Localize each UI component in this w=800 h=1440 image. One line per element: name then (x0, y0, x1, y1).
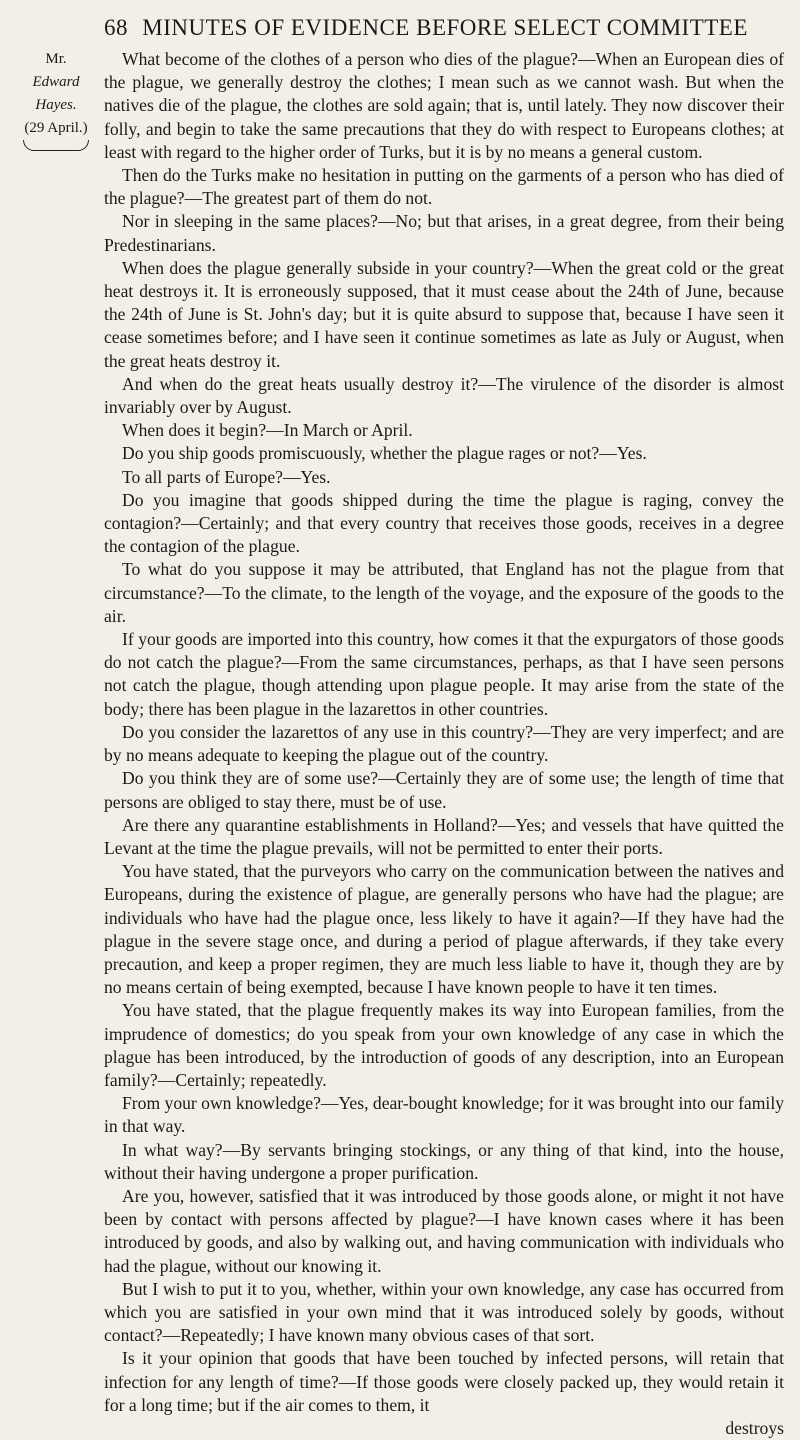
paragraph: What become of the clothes of a person who dies of the plague?—When an European dies of the plague, we generally destroy the clothes; I mean such as we cannot wash. But when the natives die of the plague, the clothes are sold again; that is, until lately. They now discover their folly, and begin to take the same precautions that they do with respect to Europeans clothes; at least with regard to the higher order of Turks, but it is by no means a general custom. (104, 49, 784, 162)
paragraph: But I wish to put it to you, whether, within your own knowledge, any case has occurred from which you are satisfied in your own mind that it was introduced solely by goods, without contact?—Repeatedly; I have known many obvious cases of that sort. (104, 1278, 784, 1346)
paragraph: Are you, however, satisfied that it was introduced by those goods alone, or might it not have been by contact with persons affected by plague?—I have known cases where it has been introduced by goods, and also by walking out, and having communication with individuals who had the plague, without our knowing it. (104, 1185, 784, 1276)
paragraph: If your goods are imported into this country, how comes it that the expurgators of those goods do not catch the plague?—From the same circumstances, perhaps, as that I have seen persons not catch the plague, though attending upon plague people. It may arise from the state of the body; there has been plague in the lazarettos in other countries. (104, 629, 784, 719)
paragraph: Do you ship goods promiscuously, whether the plague rages or not?—Yes. (122, 443, 647, 464)
paragraph: From your own knowledge?—Yes, dear-bought knowledge; for it was brought into our family in that way. (104, 1093, 784, 1137)
running-header (104, 15, 784, 41)
witness-honorific: Mr. (45, 51, 67, 67)
header-title: MINUTES OF EVIDENCE BEFORE SELECT COMMITTEE (142, 15, 748, 40)
paragraph: Nor in sleeping in the same places?—No; but that arises, in a great degree, from their being Predestinarians. (104, 211, 784, 255)
paragraph: Do you imagine that goods shipped during the time the plague is raging, convey the contagion?—Certainly; and that every country that receives those goods, receives in a degree the contagion of the plague. (104, 489, 784, 557)
paragraph: When does it begin?—In March or April. (122, 420, 413, 441)
paragraph: To all parts of Europe?—Yes. (122, 466, 331, 487)
paragraph: You have stated, that the plague frequently makes its way into European families, from the imprudence of domestics; do you speak from your own knowledge of any case in which the plague has been introduced, by the introduction of goods of any description, into an European family?—Certainly; repeatedly. (104, 1000, 784, 1090)
paragraph: In what way?—By servants bringing stockings, or any thing of that kind, into the house, without their having undergone a proper purification. (104, 1139, 784, 1183)
session-date: (29 April.) (24, 120, 88, 136)
paragraph: And when do the great heats usually destroy it?—The virulence of the disorder is almost invariably over by August. (104, 373, 784, 418)
margin-note (16, 48, 96, 151)
paragraph: When does the plague generally subside in your country?—When the great cold or the great heat destroys it. It is erroneously supposed, that it must cease about the 24th of June, because the 24th of June is St. John's day; but it is quite absurd to suppose that, because I have seen it cease sometimes before; and I have seen it continue sometimes as late as July or August, when the great heats destroy it. (104, 257, 784, 371)
paragraph: Do you consider the lazarettos of any use in this country?—They are very imperfect; and are by no means adequate to keeping the plague out of the country. (104, 721, 784, 766)
brace-mark (23, 140, 89, 151)
body-text (104, 48, 784, 1440)
paragraph: Is it your opinion that goods that have been touched by infected persons, will retain that infection for any length of time?—If those goods were closely packed up, they would retain it for a long time; but if the air comes to them, it (104, 1348, 784, 1415)
paragraph: You have stated, that the purveyors who carry on the communication between the natives and Europeans, during the existence of plague, are generally persons who have had the plague; are individuals who have had the plague once, less likely to have it again?—If they have had the plague in the severe stage once, and during a period of plague afterwards, if they take every precaution, and keep a proper regimen, they are much less liable to have it, though they are by no means certain of being exempted, because I have known people to have it ten times. (104, 861, 784, 998)
paragraph: Are there any quarantine establishments in Holland?—Yes; and vessels that have quitted the Levant at the time the plague prevails, will not be permitted to enter their ports. (104, 814, 784, 858)
witness-name: Edward Hayes. (32, 74, 80, 113)
paragraph: To what do you suppose it may be attributed, that England has not the plague from that circumstance?—To the climate, to the length of the voyage, and the exposure of the goods to the air. (104, 559, 784, 626)
page-number: 68 (104, 15, 128, 40)
continuation-word: destroys (725, 1417, 784, 1438)
paragraph: Do you think they are of some use?—Certainly they are of some use; the length of time that persons are obliged to stay there, must be of use. (104, 768, 784, 812)
paragraph: Then do the Turks make no hesitation in putting on the garments of a person who has died of the plague?—The greatest part of them do not. (104, 165, 784, 209)
